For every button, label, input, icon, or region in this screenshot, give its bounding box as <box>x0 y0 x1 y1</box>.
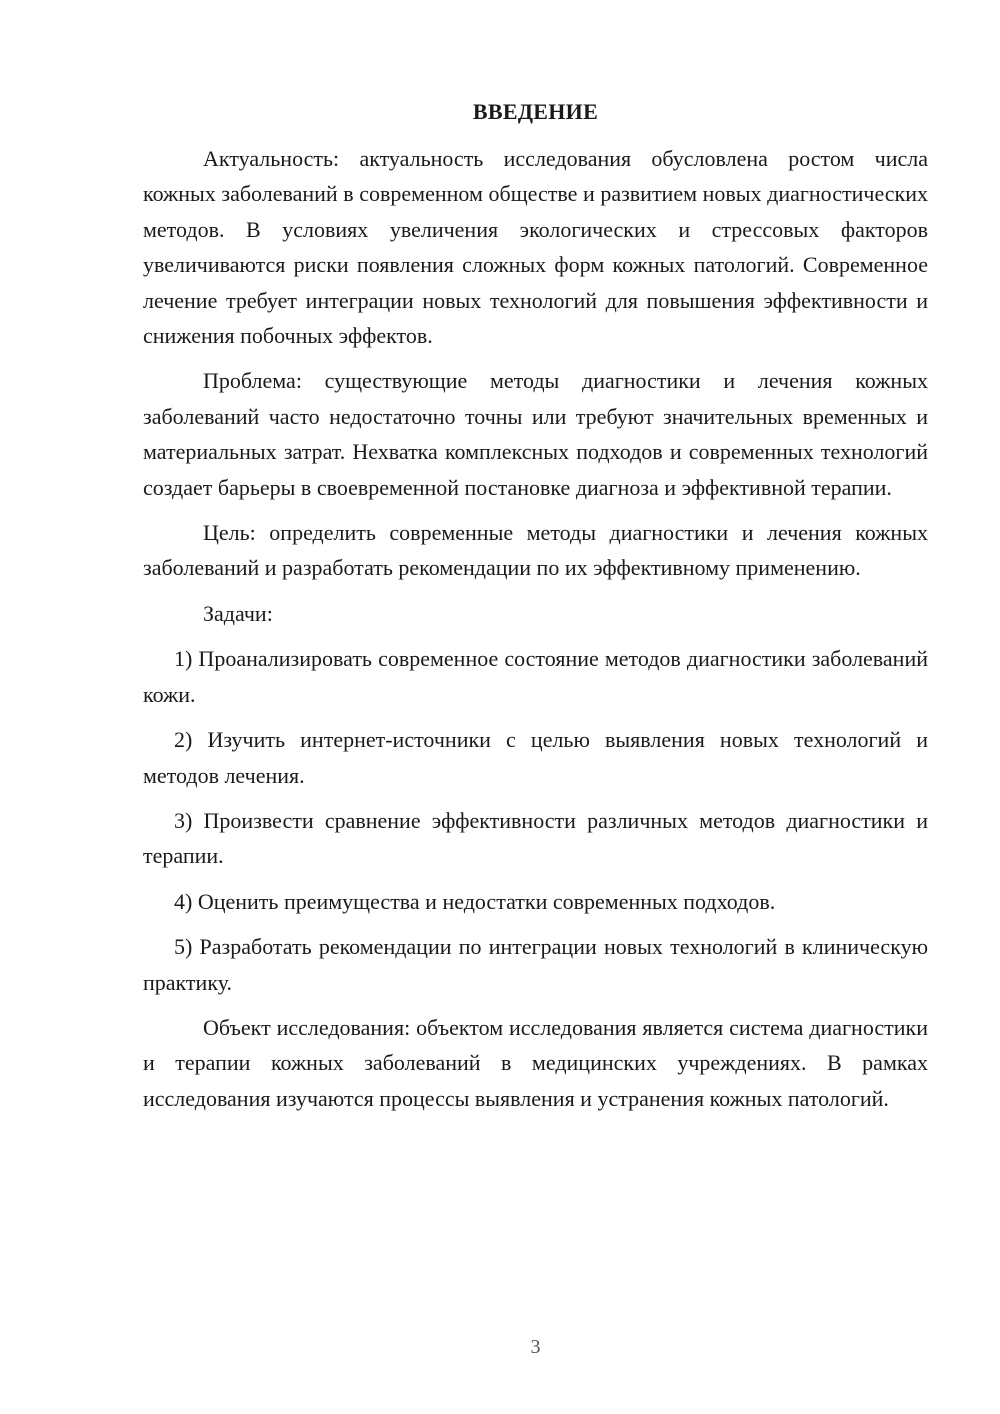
paragraph-tasks-heading: Задачи: <box>203 600 273 626</box>
page-title: ВВЕДЕНИЕ <box>472 99 599 124</box>
paragraph-relevance: Актуальность: актуальность исследования обусловлена ростом числа кожных заболеваний в современном обществе и развитием новых диагностических методов. В условиях увеличения экологических и стрессовых факторов увеличиваются риски появления сложных форм кожных патологий. Современное лечение требует интеграции новых технологий для повышения эффективности и снижения побочных эффектов. <box>143 146 928 349</box>
paragraph-goal: Цель: определить современные методы диагностики и лечения кожных заболеваний и разработать рекомендации по их эффективному применению. <box>143 520 928 581</box>
task-item-1: 1) Проанализировать современное состояние методов диагностики заболеваний кожи. <box>143 646 928 707</box>
document-page <box>143 0 928 1414</box>
document-body <box>143 141 928 1126</box>
task-item-2: 2) Изучить интернет-источники с целью выявления новых технологий и методов лечения. <box>143 727 928 788</box>
page-number: 3 <box>530 1336 541 1358</box>
paragraph-research-object: Объект исследования: объектом исследования является система диагностики и терапии кожных заболеваний в медицинских учреждениях. В рамках исследования изучаются процессы выявления и устранения кожных патологий. <box>143 1014 928 1111</box>
task-item-5: 5) Разработать рекомендации по интеграции новых технологий в клиническую практику. <box>143 934 928 995</box>
task-item-3: 3) Произвести сравнение эффективности различных методов диагностики и терапии. <box>143 807 928 869</box>
paragraph-problem: Проблема: существующие методы диагностики и лечения кожных заболеваний часто недостаточно точны или требуют значительных временных и материальных затрат. Нехватка комплексных подходов и современных технологий создает барьеры в своевременной постановке диагноза и эффективной терапии. <box>143 368 928 500</box>
task-item-4: 4) Оценить преимущества и недостатки современных подходов. <box>174 888 776 914</box>
